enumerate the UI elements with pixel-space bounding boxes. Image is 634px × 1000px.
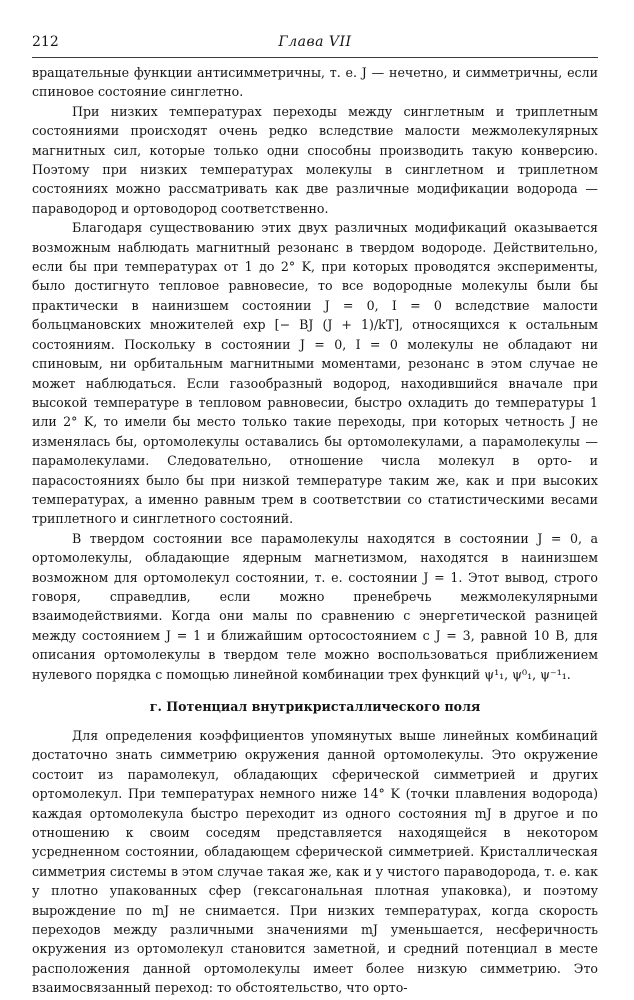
page-number: 212 [32,34,59,50]
section-heading: г. Потенциал внутрикристаллического поля [149,699,481,714]
paragraph: Благодаря существованию этих двух различных модификаций оказывается возможным наблюдать магнитный резонанс в твердом водороде. Действительно, если бы при температурах от 1 до 2° K, при которых проводятся эксперименты, было достигнуто тепловое равновесие, то все водородные молекулы были бы практически в наинизшем состоянии J = 0, I = 0 вследствие малости больцмановских множителей exp [− BJ (J + 1)/kT], относящихся к остальным состояниям. Поскольку в состоянии J = 0, I = 0 молекулы не обладают ни спиновым, ни орбитальным магнитными моментами, резонанс в этом случае не может наблюдаться. Если газообразный водород, находившийся вначале при высокой температуре в тепловом равновесии, быстро охладить до температуры 1 или 2° K, то имели бы место только такие переходы, при которых четность J не изменялась бы, ортомолекулы оставались бы ортомолекулами, а парамолекулы — парамолекулами. Следовательно, отношение числа молекул в орто- и парасостояниях было бы при низкой температуре таким же, как и при высоких температурах, а именно равным трем в соответствии со статистическими весами триплетного и синглетного состояний. [32,220,598,527]
chapter-title: Глава VII [278,34,352,50]
paragraph: В твердом состоянии все парамолекулы находятся в состоянии J = 0, а ортомолекулы, обладающие ядерным магнетизмом, находятся в наинизшем возможном для ортомолекул состоянии, т. е. состоянии J = 1. Этот вывод, строго говоря, справедлив, если можно пренебречь межмолекулярными взаимодействиями. Когда они малы по сравнению с энергетической разницей между состоянием J = 1 и ближайшим ортосостоянием с J = 3, равной 10 B, для описания ортомолекулы в твердом теле можно воспользоваться приближением нулевого порядка с помощью линейной комбинации трех функций ψ¹₁, ψ⁰₁, ψ⁻¹₁. [32,530,598,682]
paragraph: Для определения коэффициентов упомянутых выше линейных комбинаций достаточно знать симметрию окружения данной ортомолекулы. Это окружение состоит из парамолекул, обладающих сферической симметрией и других ортомолекул. При температурах немного ниже 14° K (точки плавления водорода) каждая ортомолекула быстро переходит из одного состояния mJ в другое и по отношению к своим соседям представляется находящейся в некотором усредненном состоянии, обладающем сферической симметрией. Кристаллическая симметрия системы в этом случае такая же, как и у чистого параводорода, т. е. как у плотно упакованных сфер (гексагональная плотная упаковка), и поэтому вырождение по mJ не снимается. При низких температурах, когда скорость переходов между различными значениями mJ уменьшается, несферичность окружения из ортомолекул становится заметной, и средний потенциал в месте расположения данной ортомолекулы имеет более низкую симметрию. Это взаимосвязанный переход: то обстоятельство, что орто- [32,728,598,996]
header-rule [32,57,598,58]
paragraph: вращательные функции антисимметричны, т. е. J — нечетно, и симметричны, если спиновое состояние синглетно. [32,65,598,100]
paragraph: При низких температурах переходы между синглетным и триплетным состояниями происходят очень редко вследствие малости межмолекулярных магнитных сил, которые только одни способны производить такую конверсию. Поэтому при низких температурах молекулы в синглетном и триплетном состояниях можно рассматривать как две различные модификации водорода — параводород и ортоводород соответственно. [32,103,598,216]
page-text [32,63,598,998]
page-header [32,34,598,50]
